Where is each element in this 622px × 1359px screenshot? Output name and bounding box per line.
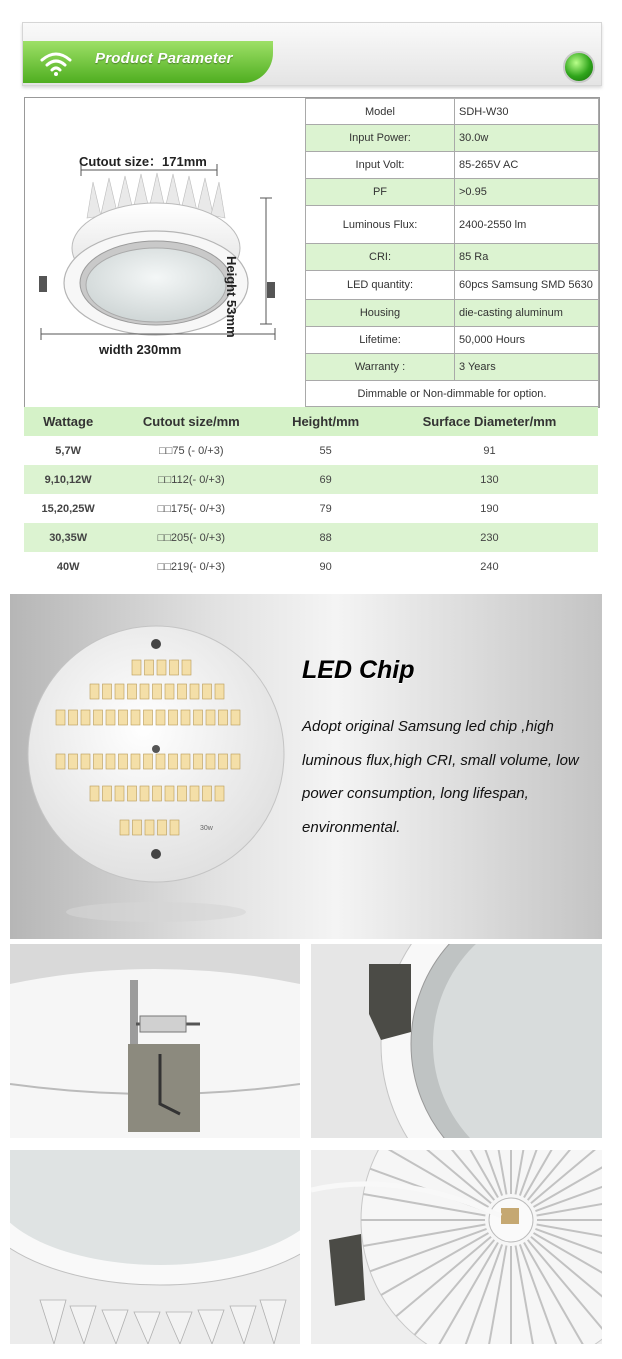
led-chip-icon [169, 710, 178, 725]
spec-row [306, 244, 599, 271]
green-orb-icon [563, 51, 595, 83]
led-chip-icon [115, 684, 124, 699]
spec-key: Input Power: [306, 125, 455, 152]
product-parameter-banner [22, 22, 602, 86]
dimension-diameter: 230 [381, 523, 598, 552]
spec-value: 3 Years [455, 354, 599, 381]
led-chip-icon [81, 754, 90, 769]
led-chip-icon [131, 710, 140, 725]
spec-key: CRI: [306, 244, 455, 271]
dimension-wattage: 40W [56, 560, 80, 573]
led-chip-icon [178, 684, 187, 699]
spec-key: Housing [306, 300, 455, 327]
spec-row [306, 327, 599, 354]
spec-value: 60pcs Samsung SMD 5630 [455, 271, 599, 300]
led-chip-icon [103, 684, 112, 699]
led-chip-icon [170, 820, 179, 835]
led-chip-icon [178, 786, 187, 801]
led-chip-description: Adopt original Samsung led chip ,high luminous flux,high CRI, small volume, low power consumption, long lifespan, environmental. [302, 718, 579, 836]
spec-value: SDH-W30 [455, 99, 599, 125]
height-label: Height 53mm [224, 256, 239, 338]
dimension-diameter: 91 [483, 444, 496, 457]
dimension-cutout: □□75 (- 0/+3) [159, 444, 224, 457]
led-chip-icon [69, 754, 78, 769]
led-chip-icon [190, 684, 199, 699]
clip-spring-photo [10, 944, 300, 1138]
dimension-wattage: 9,10,12W [24, 465, 112, 494]
led-chip-icon [115, 786, 124, 801]
spec-note: Dimmable or Non-dimmable for option. [306, 381, 599, 407]
led-chip-icon [103, 786, 112, 801]
spec-key: Luminous Flux: [306, 206, 455, 244]
dimension-wattage: 30,35W [24, 523, 112, 552]
led-chip-icon [219, 754, 228, 769]
heatsink-top-photo [311, 1150, 602, 1344]
led-chip-icon [56, 710, 65, 725]
led-chip-icon [140, 786, 149, 801]
spec-frame [24, 97, 600, 408]
spec-row [306, 125, 599, 152]
dimension-cutout: □□175(- 0/+3) [157, 502, 226, 515]
dimension-diameter: 240 [480, 560, 499, 573]
dimension-row [24, 494, 598, 523]
led-chip-panel [10, 594, 602, 939]
dimension-height: 55 [319, 444, 332, 457]
led-chip-icon [145, 820, 154, 835]
spec-key: Lifetime: [306, 327, 455, 354]
led-board-image [10, 594, 290, 939]
led-chip-icon [190, 786, 199, 801]
led-chip-icon [215, 786, 224, 801]
spec-key: LED quantity: [306, 271, 455, 300]
spec-row [306, 99, 599, 125]
spec-key: Input Volt: [306, 152, 455, 179]
spec-table [305, 98, 599, 407]
led-chip-icon [182, 660, 191, 675]
dimension-diameter: 190 [480, 502, 499, 515]
led-chip-icon [133, 820, 142, 835]
led-chip-icon [181, 754, 190, 769]
board-label: 30w [200, 825, 213, 832]
led-chip-icon [194, 710, 203, 725]
bracket-lens-photo [311, 944, 602, 1138]
led-chip-icon [156, 754, 165, 769]
dimension-height: 90 [319, 560, 332, 573]
led-chip-icon [106, 754, 115, 769]
spec-value: >0.95 [455, 179, 599, 206]
led-chip-icon [215, 684, 224, 699]
wifi-icon [39, 49, 73, 77]
led-chip-icon [128, 684, 137, 699]
product-image-area [25, 98, 305, 407]
led-chip-icon [144, 754, 153, 769]
dimension-height: 88 [270, 523, 381, 552]
spec-value: 30.0w [455, 125, 599, 152]
dimension-height: 69 [270, 465, 381, 494]
dimension-header-row [24, 407, 598, 436]
led-chip-icon [119, 754, 128, 769]
banner-title: Product Parameter [95, 50, 233, 67]
dimension-cutout: □□205(- 0/+3) [112, 523, 270, 552]
led-chip-icon [132, 660, 141, 675]
dimension-height: 79 [319, 502, 332, 515]
led-chip-icon [90, 786, 99, 801]
led-chip-icon [119, 710, 128, 725]
spec-row [306, 152, 599, 179]
header-cutout: Cutout size/mm [112, 407, 270, 436]
led-chip-icon [231, 710, 240, 725]
spec-value: 50,000 Hours [455, 327, 599, 354]
led-chip-icon [165, 684, 174, 699]
dimension-row [24, 552, 598, 581]
led-chip-icon [219, 710, 228, 725]
spec-row [306, 179, 599, 206]
dimension-row [24, 523, 598, 552]
led-chip-icon [181, 710, 190, 725]
spec-row [306, 354, 599, 381]
led-chip-icon [90, 684, 99, 699]
led-chip-icon [157, 660, 166, 675]
led-chip-icon [194, 754, 203, 769]
led-chip-icon [106, 710, 115, 725]
header-height: Height/mm [270, 407, 381, 436]
lens-fins-photo [10, 1150, 300, 1344]
downlight-drawing [25, 98, 305, 407]
dimension-wattage: 15,20,25W [41, 502, 95, 515]
led-chip-icon [203, 786, 212, 801]
led-chip-icon [120, 820, 129, 835]
led-chip-icon [169, 754, 178, 769]
led-chip-icon [206, 754, 215, 769]
dimension-table [24, 407, 598, 581]
led-chip-icon [156, 710, 165, 725]
led-chip-icon [231, 754, 240, 769]
cutout-size-label: Cutout size：171mm [79, 154, 207, 169]
led-chip-icon [131, 754, 140, 769]
spec-key: PF [306, 179, 455, 206]
led-chip-icon [56, 754, 65, 769]
led-chip-icon [128, 786, 137, 801]
led-chip-icon [203, 684, 212, 699]
led-chip-icon [153, 786, 162, 801]
led-chip-icon [158, 820, 167, 835]
spec-value: 85 Ra [455, 244, 599, 271]
spec-note-row [306, 381, 599, 407]
spec-row [306, 300, 599, 327]
led-chip-icon [81, 710, 90, 725]
led-chip-icon [144, 710, 153, 725]
spec-value: 85-265V AC [455, 152, 599, 179]
led-chip-icon [170, 660, 179, 675]
dimension-row [24, 465, 598, 494]
width-label: width 230mm [99, 342, 182, 357]
spec-value: 2400-2550 lm [455, 206, 599, 244]
led-chip-icon [94, 754, 103, 769]
dimension-cutout: □□219(- 0/+3) [157, 560, 226, 573]
led-chip-icon [69, 710, 78, 725]
banner-tab [23, 41, 273, 83]
header-diameter: Surface Diameter/mm [381, 407, 598, 436]
spec-key: Model [306, 99, 455, 125]
header-wattage: Wattage [24, 407, 112, 436]
dimension-diameter: 130 [381, 465, 598, 494]
led-chip-icon [94, 710, 103, 725]
led-chip-icon [153, 684, 162, 699]
led-chip-icon [145, 660, 154, 675]
spec-row [306, 206, 599, 244]
led-chip-title: LED Chip [302, 656, 415, 684]
spec-key: Warranty : [306, 354, 455, 381]
dimension-cutout: □□112(- 0/+3) [112, 465, 270, 494]
spec-row [306, 271, 599, 300]
spec-value: die-casting aluminum [455, 300, 599, 327]
led-chip-icon [165, 786, 174, 801]
dimension-row [24, 436, 598, 465]
led-chip-icon [140, 684, 149, 699]
led-chip-icon [206, 710, 215, 725]
dimension-wattage: 5,7W [55, 444, 81, 457]
